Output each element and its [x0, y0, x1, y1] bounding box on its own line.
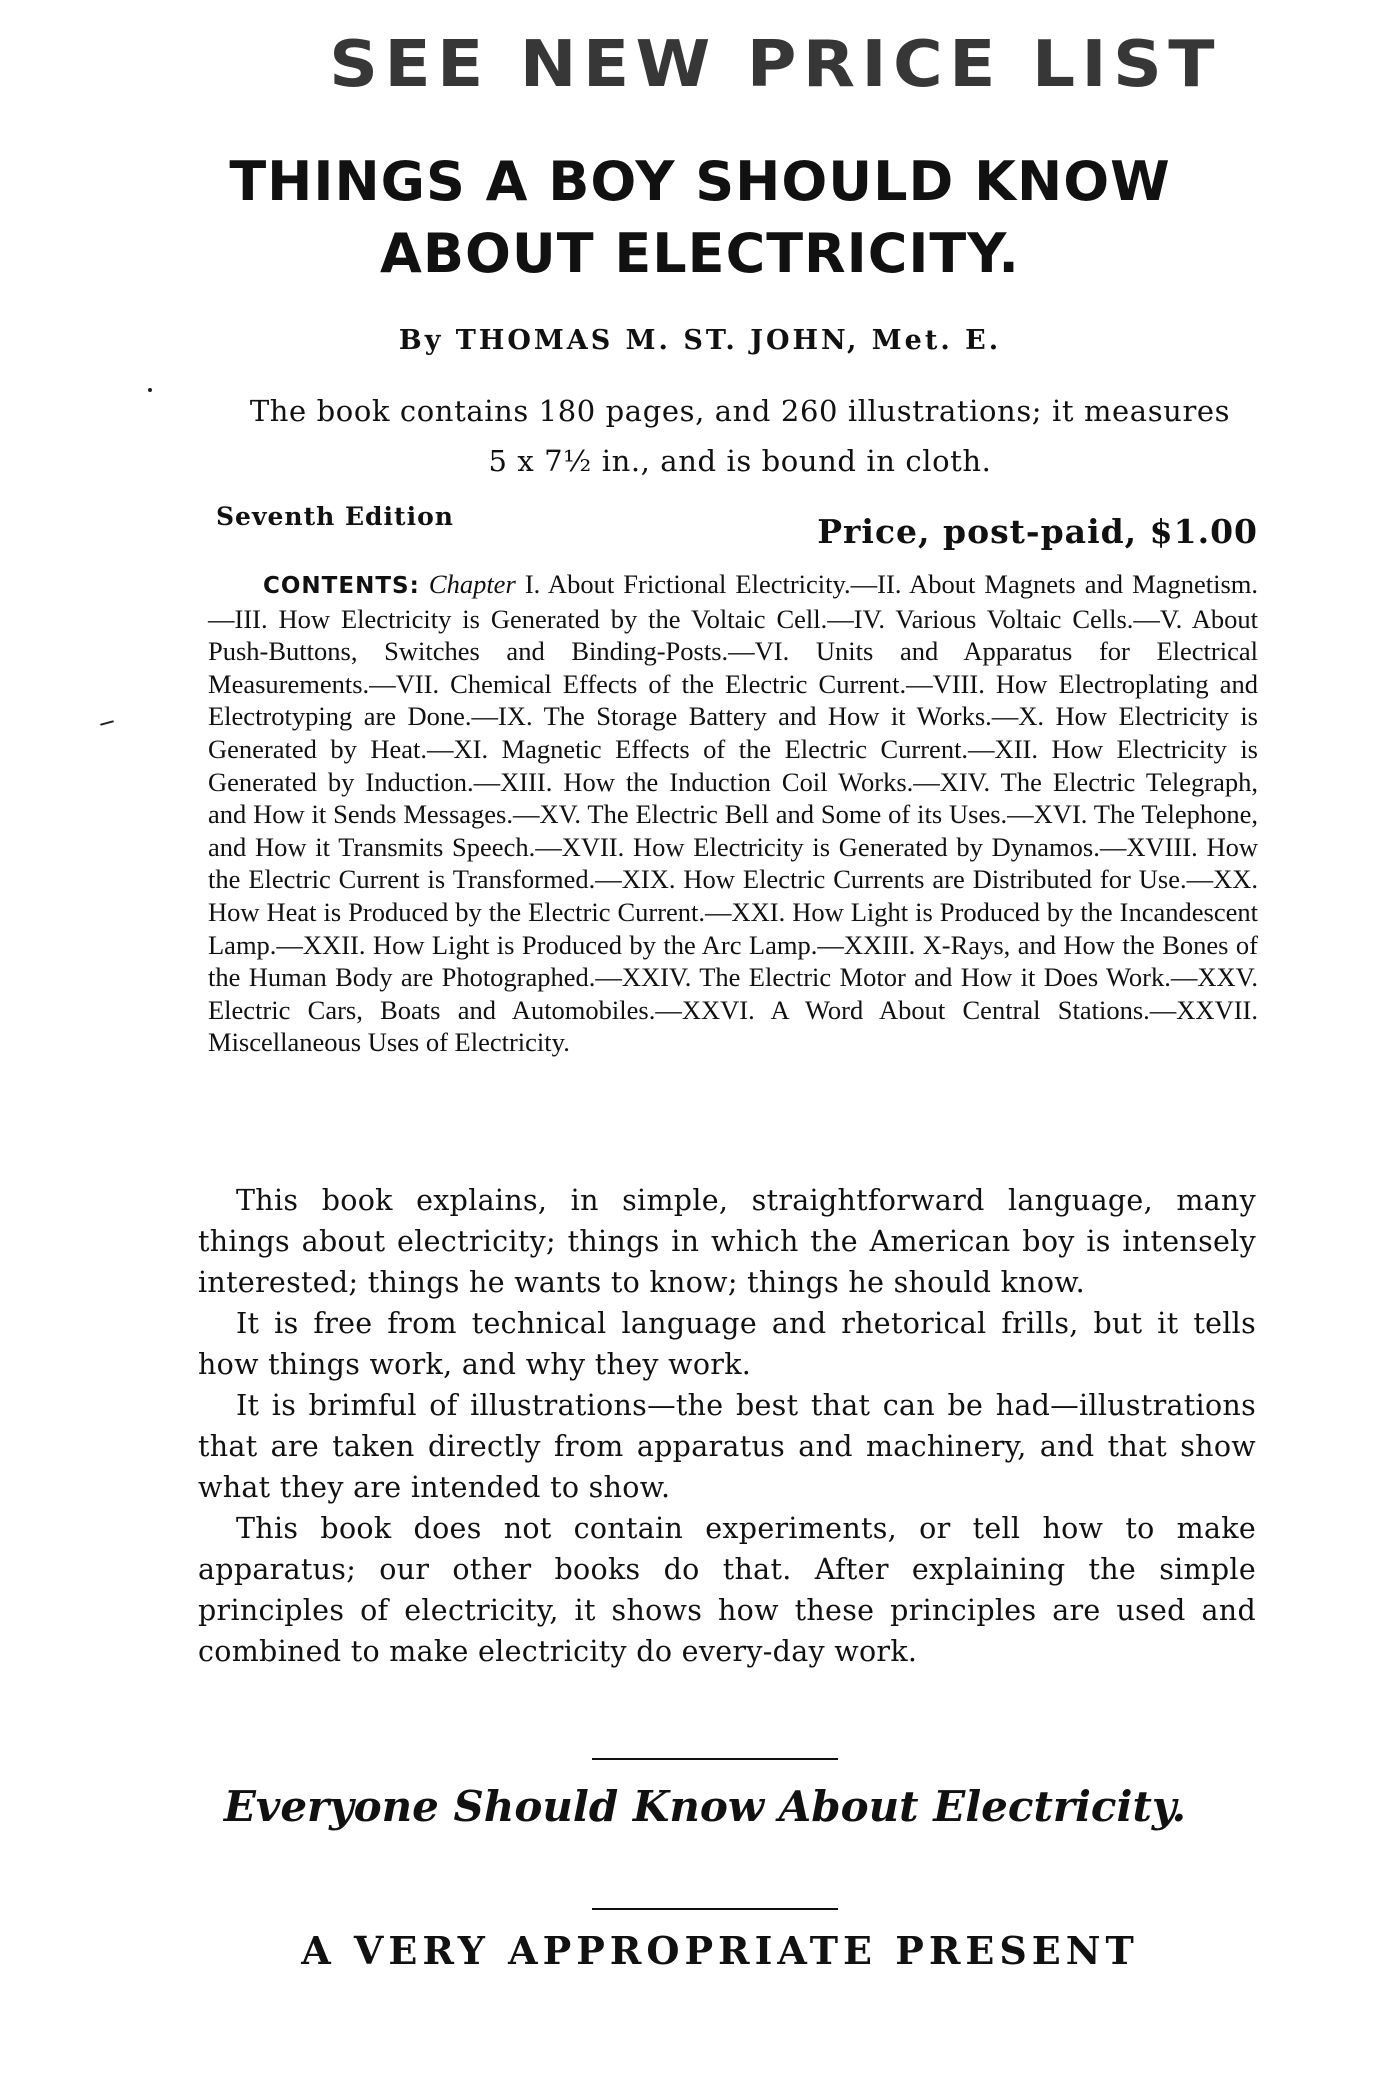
divider-top: [592, 1758, 838, 1760]
print-speck: [100, 720, 114, 726]
chapter-word: Chapter: [428, 569, 516, 599]
book-title-line-1: THINGS A BOY SHOULD KNOW: [229, 150, 1171, 213]
paragraph-2: It is free from technical language and rhetorical frills, but it tells how things work, and why they work.: [198, 1307, 1256, 1381]
tagline: Everyone Should Know About Electricity.: [223, 1782, 1187, 1831]
description-line-2: 5 x 7½ in., and is bound in cloth.: [488, 444, 992, 478]
paragraph-1: This book explains, in simple, straightforward language, many things about electricity; things in which the American boy is intensely interested; things he wants to know; things he should know.: [198, 1184, 1256, 1299]
print-speck: [148, 388, 152, 392]
edition-label: Seventh Edition: [216, 502, 454, 531]
book-title-line-2: ABOUT ELECTRICITY.: [380, 222, 1020, 285]
author-line: By THOMAS M. ST. JOHN, Met. E.: [398, 325, 1002, 356]
body-text: [198, 1180, 1256, 1672]
price-list-stamp: SEE NEW PRICE LIST: [329, 28, 1221, 102]
description-line-1: The book contains 180 pages, and 260 illustrations; it measures: [249, 394, 1231, 428]
closing-line: A VERY APPROPRIATE PRESENT: [301, 1928, 1139, 1973]
paragraph-3: It is brimful of illustrations—the best that can be had—illustrations that are taken directly from apparatus and machinery, and that show what they are intended to show.: [198, 1389, 1256, 1504]
contents-heading: CONTENTS:: [263, 573, 420, 599]
contents-block: [208, 568, 1258, 1059]
paragraph-4: This book does not contain experiments, or tell how to make apparatus; our other books do that. After explaining the simple principles of electricity, it shows how these principles are used and combined to make electricity do every-day work.: [198, 1512, 1256, 1668]
divider-bottom: [592, 1908, 838, 1910]
contents-list: I. About Frictional Electricity.—II. About Magnets and Magnetism.—III. How Electricity is Generated by the Voltaic Cell.—IV. Various Voltaic Cells.—V. About Push-Buttons, Switches and Binding-Posts.—VI. Units and Apparatus for Electrical Measurements.—VII. Chemical Effects of the Electric Current.—VIII. How Electroplating and Electrotyping are Done.—IX. The Storage Battery and How it Works.—X. How Electricity is Generated by Heat.—XI. Magnetic Effects of the Electric Current.—XII. How Electricity is Generated by Induction.—XIII. How the Induction Coil Works.—XIV. The Electric Telegraph, and How it Sends Messages.—XV. The Electric Bell and Some of its Uses.—XVI. The Telephone, and How it Transmits Speech.—XVII. How Electricity is Generated by Dynamos.—XVIII. How the Electric Current is Transformed.—XIX. How Electric Currents are Distributed for Use.—XX. How Heat is Produced by the Electric Current.—XXI. How Light is Produced by the Incandescent Lamp.—XXII. How Light is Produced by the Arc Lamp.—XXIII. X-Rays, and How the Bones of the Human Body are Photographed.—XXIV. The Electric Motor and How it Does Work.—XXV. Electric Cars, Boats and Automobiles.—XXVI. A Word About Central Stations.—XXVII. Miscellaneous Uses of Electricity.: [208, 569, 1258, 1058]
price-label: Price, post-paid, $1.00: [817, 512, 1258, 551]
book-description: [200, 386, 1280, 486]
